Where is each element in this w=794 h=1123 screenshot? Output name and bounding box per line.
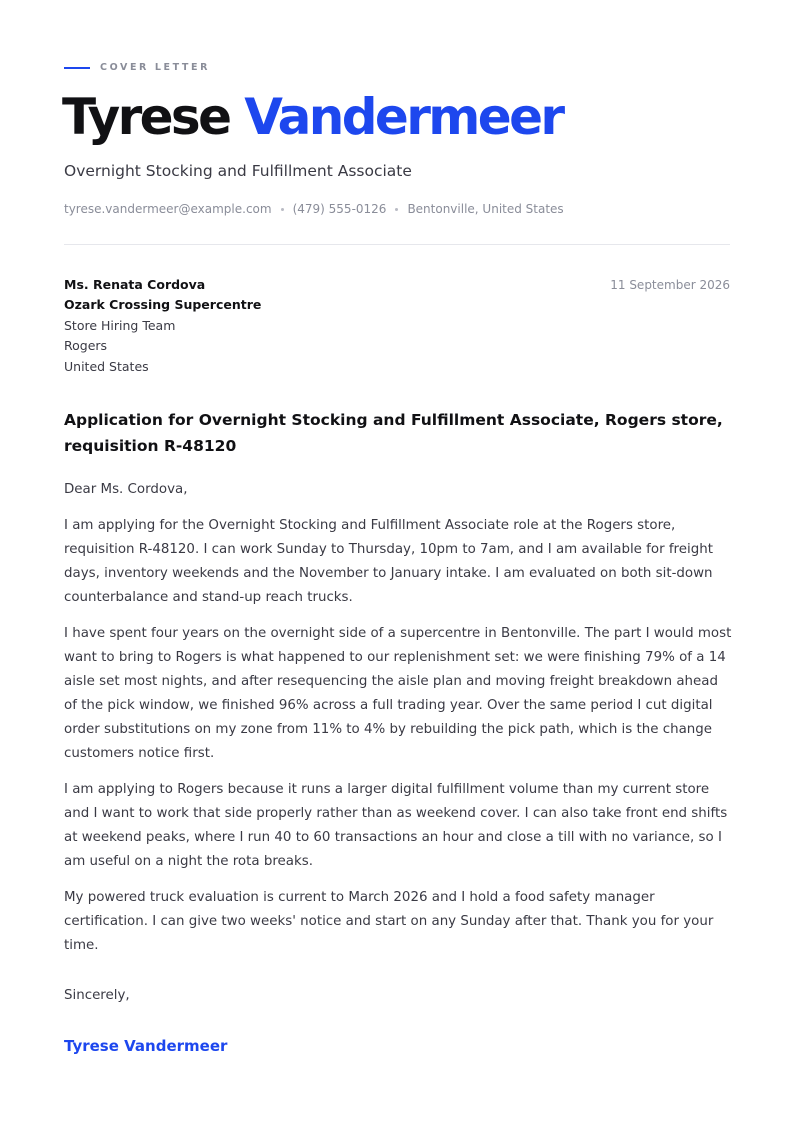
- letter-date: 11 September 2026: [610, 278, 730, 292]
- contact-email: tyrese.vandermeer@example.com: [64, 202, 272, 216]
- contact-line: [64, 200, 564, 218]
- body-paragraph: I am applying to Rogers because it runs a larger digital fulfillment volume than my current store and I want to work that side properly rather than as weekend cover. I can also take front end shifts at weekend peaks, where I run 40 to 60 transactions an hour and close a till with no variance, so I am useful on a night the rota breaks.: [64, 782, 728, 869]
- body-paragraph: I have spent four years on the overnight side of a supercentre in Bentonville. The part I would most want to bring to Rogers is what happened to our replenishment set: we were finishing 79% of a 14 aisle set most nights, and after resequencing the aisle plan and moving freight breakdown ahead of the pick window, we finished 96% across a full trading year. Over the same period I cut digital order substitutions on my zone from 11% to 4% by rebuilding the pick path, which is the change customers notice first.: [64, 626, 732, 761]
- letter-subject: Application for Overnight Stocking and Fulfillment Associate, Rogers store, requisition R-48120: [64, 411, 723, 455]
- recipient-company: Ozark Crossing Supercentre: [64, 297, 262, 313]
- applicant-last-name: Vandermeer: [244, 88, 563, 146]
- salutation: Dear Ms. Cordova,: [64, 482, 188, 497]
- job-title: Overnight Stocking and Fulfillment Associate: [64, 162, 412, 180]
- separator-dot-icon: [395, 208, 398, 211]
- contact-location: Bentonville, United States: [407, 202, 564, 216]
- eyebrow: [64, 62, 210, 74]
- recipient-name: Ms. Renata Cordova: [64, 277, 206, 292]
- signature-name: Tyrese Vandermeer: [64, 1037, 228, 1055]
- applicant-name: [62, 86, 562, 148]
- body-paragraph: My powered truck evaluation is current to March 2026 and I hold a food safety manager certification. I can give two weeks' notice and start on any Sunday after that. Thank you for your time.: [64, 890, 714, 953]
- header-divider: [64, 244, 730, 245]
- closing: Sincerely,: [64, 988, 130, 1003]
- eyebrow-label: COVER LETTER: [100, 62, 210, 73]
- body-paragraph: I am applying for the Overnight Stocking and Fulfillment Associate role at the Rogers store, requisition R-48120. I can work Sunday to Thursday, 10pm to 7am, and I am available for freight days, inventory weekends and the November to January intake. I am evaluated on both sit-down counterbalance and stand-up reach trucks.: [64, 518, 713, 605]
- recipient-country: United States: [64, 358, 149, 374]
- separator-dot-icon: [281, 208, 284, 211]
- recipient-city: Rogers: [64, 338, 108, 354]
- recipient-block: [64, 275, 261, 377]
- eyebrow-accent-line: [64, 67, 90, 69]
- letter-body: [64, 478, 734, 970]
- contact-phone: (479) 555-0126: [292, 202, 387, 216]
- applicant-first-name: Tyrese: [62, 88, 230, 146]
- recipient-team: Store Hiring Team: [64, 317, 176, 333]
